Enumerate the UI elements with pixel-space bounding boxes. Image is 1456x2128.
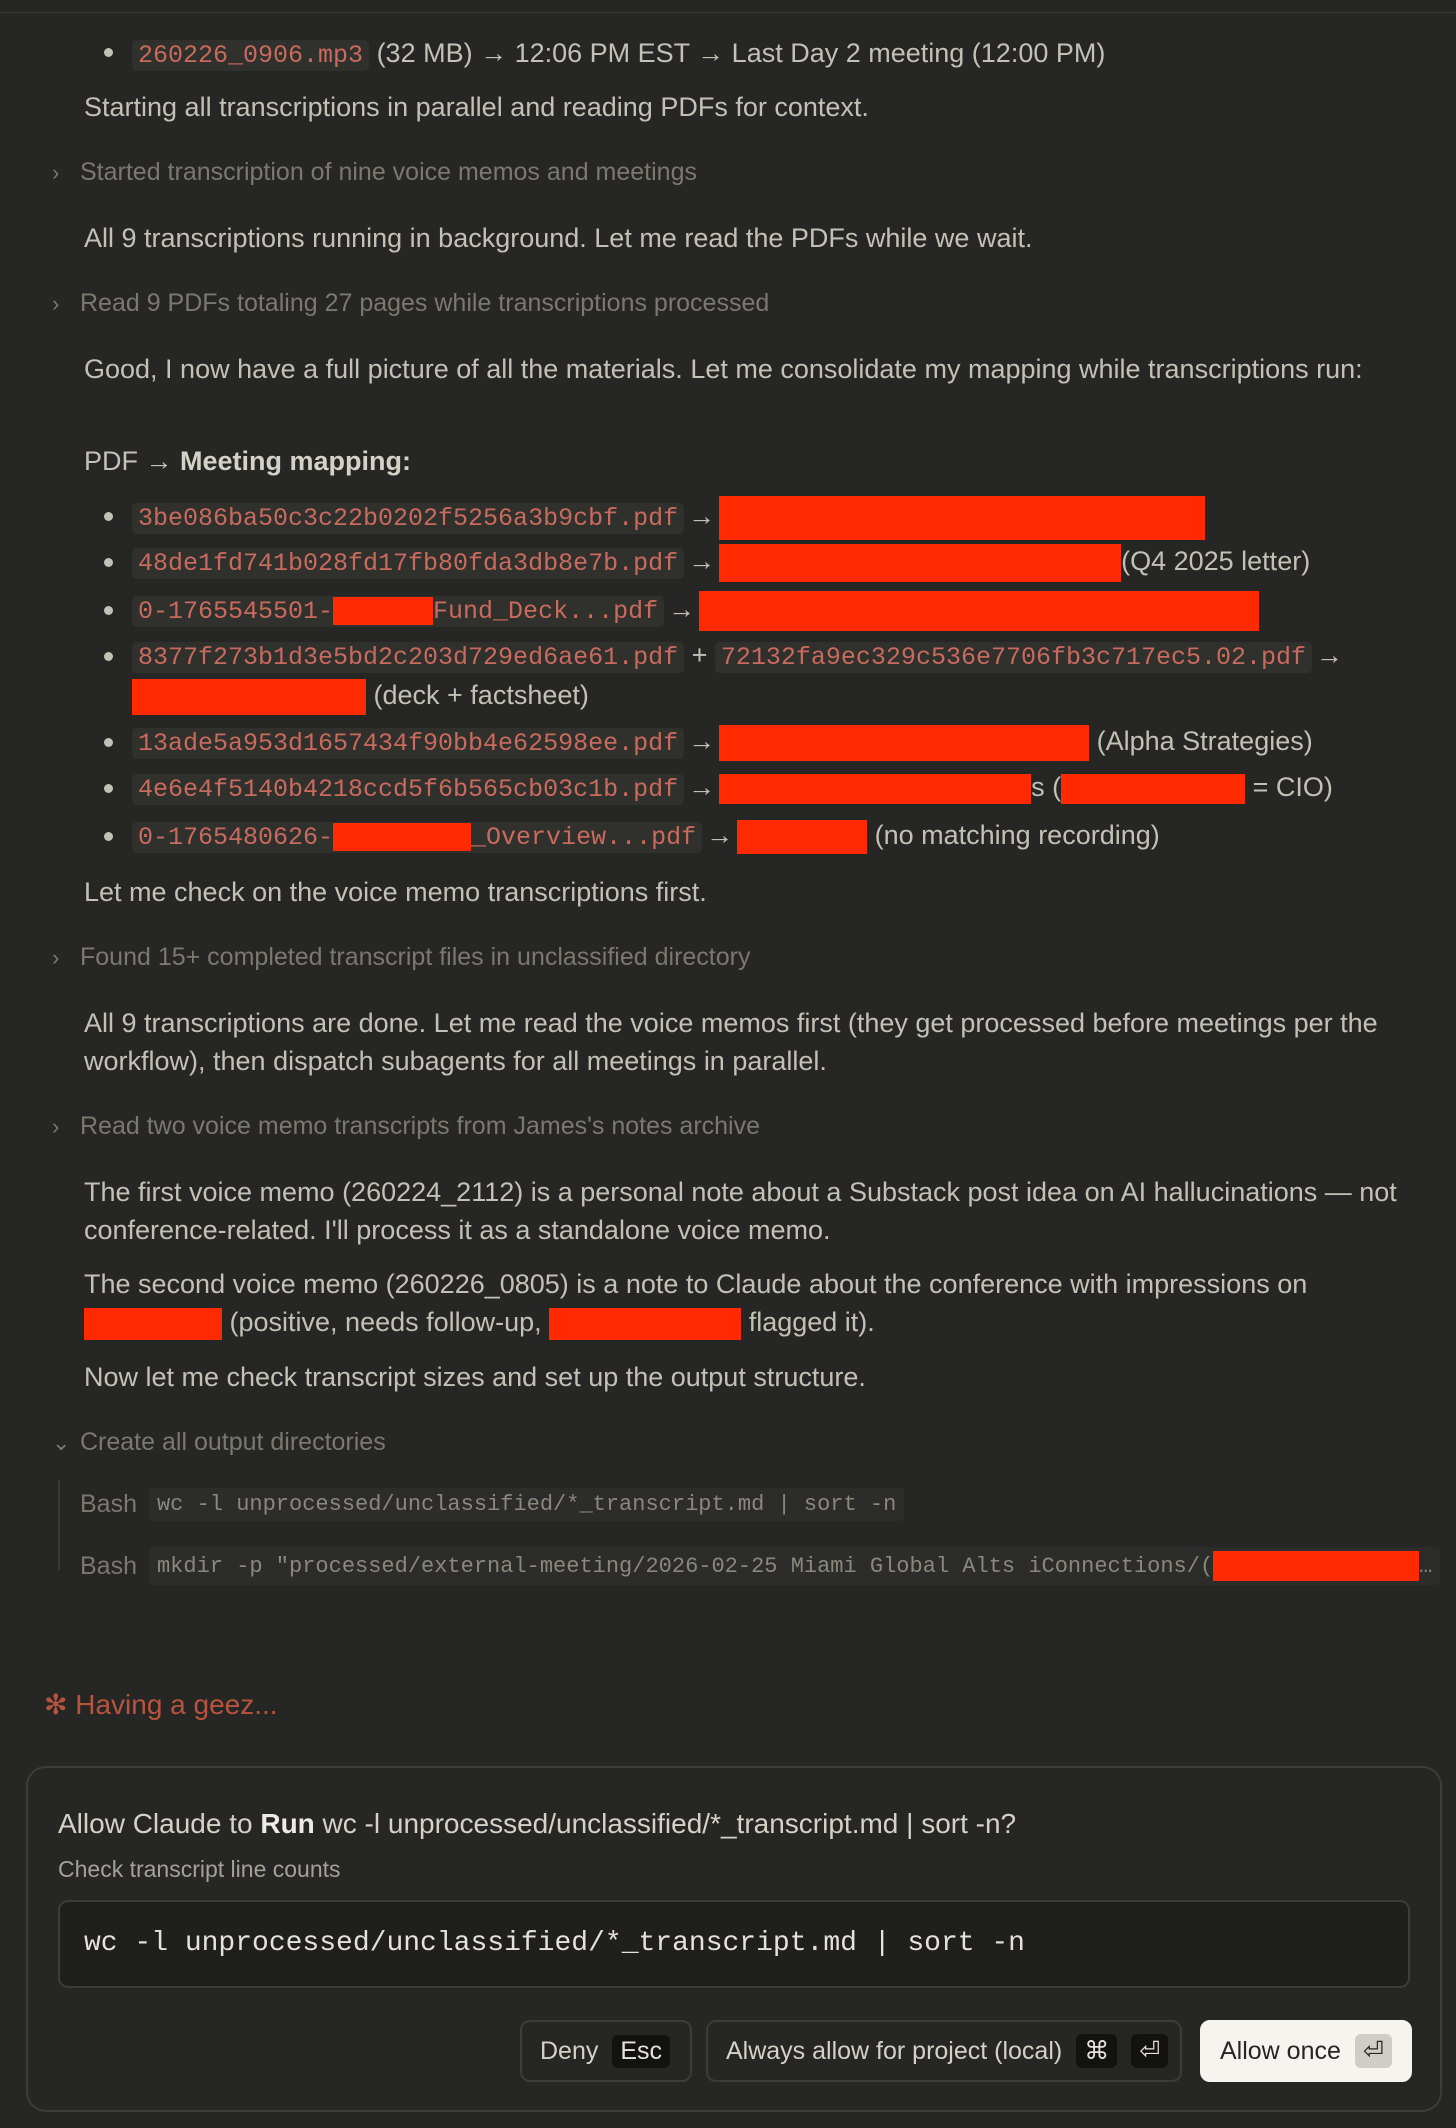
- message-paragraph: The first voice memo (260224_2112) is a personal note about a Substack post idea on AI hallucinations — not conference-related. I'll process it as a standalone voice memo.: [84, 1177, 1397, 1245]
- message-paragraph: Let me check on the voice memo transcriptions first.: [84, 877, 707, 907]
- bullet: [104, 558, 113, 567]
- status-indicator: ✻ Having a geez...: [44, 1689, 278, 1720]
- pdf-file: 48de1fd741b028fd17fb80fda3db8e7b.pdf: [132, 548, 684, 579]
- message-paragraph: All 9 transcriptions are done. Let me read the voice memos first (they get processed before meetings per the workflow), then dispatch subagents for all meetings in parallel.: [84, 1008, 1378, 1076]
- allow-once-button[interactable]: Allow once ⏎: [1200, 2020, 1412, 2082]
- bullet: [104, 738, 113, 747]
- bullet: [104, 652, 113, 661]
- permission-dialog: [26, 1766, 1442, 2112]
- pdf-file: 3be086ba50c3c22b0202f5256a3b9cbf.pdf: [132, 503, 684, 534]
- message-paragraph: Good, I now have a full picture of all the materials. Let me consolidate my mapping while transcriptions run:: [84, 354, 1363, 384]
- pdf-file: 0-1765545501- Fund_Deck...pdf: [132, 596, 664, 627]
- bullet: [104, 832, 113, 841]
- esc-key-hint: Esc: [612, 2035, 670, 2068]
- step-read-pdfs[interactable]: › Read 9 PDFs totaling 27 pages while transcriptions processed: [52, 286, 769, 321]
- deny-button[interactable]: Deny Esc: [520, 2020, 692, 2082]
- redaction: [719, 496, 1205, 540]
- mapping-item: 0-1765480626- _Overview...pdf → (no matching recording): [132, 816, 1160, 857]
- redaction: [549, 1308, 741, 1340]
- pdf-file: 8377f273b1d3e5bd2c203d729ed6ae61.pdf: [132, 642, 684, 673]
- message-paragraph: All 9 transcriptions running in background. Let me read the PDFs while we wait.: [84, 223, 1033, 253]
- mapping-item: 8377f273b1d3e5bd2c203d729ed6ae61.pdf + 72132fa9ec329c536e7706fb3c717ec5.02.pdf →: [132, 636, 1347, 677]
- list-item: [132, 34, 1105, 75]
- redaction: [84, 1308, 222, 1340]
- return-key-icon: ⏎: [1355, 2034, 1392, 2068]
- command-key-icon: ⌘: [1076, 2034, 1117, 2068]
- step-started-transcription[interactable]: › Started transcription of nine voice memos and meetings: [52, 155, 697, 190]
- bullet: [104, 606, 113, 615]
- mapping-item-continuation: (deck + factsheet): [132, 676, 589, 715]
- bullet: [104, 48, 113, 57]
- message-paragraph: Now let me check transcript sizes and set up the output structure.: [84, 1362, 866, 1392]
- step-found-transcripts[interactable]: › Found 15+ completed transcript files in unclassified directory: [52, 940, 750, 975]
- chevron-right-icon: ›: [52, 291, 60, 316]
- pdf-file: 4e6e4f5140b4218ccd5f6b565cb03c1b.pdf: [132, 774, 684, 805]
- pdf-file: 0-1765480626- _Overview...pdf: [132, 822, 702, 853]
- always-allow-button[interactable]: Always allow for project (local) ⌘ ⏎: [706, 2020, 1182, 2082]
- chevron-down-icon: ⌄: [52, 1430, 71, 1455]
- file-detail: (32 MB) → 12:06 PM EST → Last Day 2 meeting (12:00 PM): [376, 38, 1106, 68]
- redaction: [1061, 774, 1245, 804]
- chevron-right-icon: ›: [52, 1114, 60, 1139]
- chevron-right-icon: ›: [52, 160, 60, 185]
- redaction: [132, 679, 366, 715]
- mapping-item: 48de1fd741b028fd17fb80fda3db8e7b.pdf → (Q4 2025 letter): [132, 542, 1310, 583]
- message-paragraph: The second voice memo (260226_0805) is a note to Claude about the conference with impressions on (positive, needs follow-up, flagged it).: [84, 1265, 1404, 1341]
- top-divider: [0, 12, 1456, 13]
- tree-connector: [58, 1480, 60, 1570]
- dialog-subtitle: Check transcript line counts: [58, 1856, 341, 1882]
- tool-call-bash[interactable]: Bash mkdir -p "processed/external-meeting/2026-02-25 Miami Global Alts iConnections/( …: [80, 1546, 1440, 1586]
- redaction: [719, 725, 1089, 761]
- message-paragraph: Starting all transcriptions in parallel and reading PDFs for context.: [84, 92, 869, 122]
- redaction: [737, 820, 867, 854]
- file-name: 260226_0906.mp3: [132, 40, 369, 71]
- return-key-icon: ⏎: [1131, 2034, 1168, 2068]
- redaction: [1213, 1551, 1419, 1581]
- mapping-item: 3be086ba50c3c22b0202f5256a3b9cbf.pdf →: [132, 496, 1205, 540]
- dialog-title: Allow Claude to Run wc -l unprocessed/unclassified/*_transcript.md | sort -n?: [58, 1808, 1017, 1839]
- command-preview: wc -l unprocessed/unclassified/*_transcript.md | sort -n: [58, 1900, 1410, 1988]
- mapping-item: 13ade5a953d1657434f90bb4e62598ee.pdf → (Alpha Strategies): [132, 722, 1313, 763]
- redaction: [699, 591, 1259, 631]
- tool-call-bash[interactable]: Bash wc -l unprocessed/unclassified/*_transcript.md | sort -n: [80, 1484, 904, 1524]
- step-create-directories[interactable]: ⌄ Create all output directories: [52, 1425, 386, 1460]
- redaction: [719, 774, 1031, 804]
- mapping-item: 0-1765545501- Fund_Deck...pdf →: [132, 590, 1259, 631]
- mapping-item: 4e6e4f5140b4218ccd5f6b565cb03c1b.pdf → s ( = CIO): [132, 768, 1333, 809]
- redaction: [719, 544, 1121, 582]
- pdf-file: 72132fa9ec329c536e7706fb3c717ec5.02.pdf: [715, 642, 1312, 673]
- mapping-heading: PDF → Meeting mapping:: [84, 446, 412, 476]
- pdf-file: 13ade5a953d1657434f90bb4e62598ee.pdf: [132, 728, 684, 759]
- bullet: [104, 512, 113, 521]
- bullet: [104, 784, 113, 793]
- step-read-memos[interactable]: › Read two voice memo transcripts from James's notes archive: [52, 1109, 760, 1144]
- chevron-right-icon: ›: [52, 945, 60, 970]
